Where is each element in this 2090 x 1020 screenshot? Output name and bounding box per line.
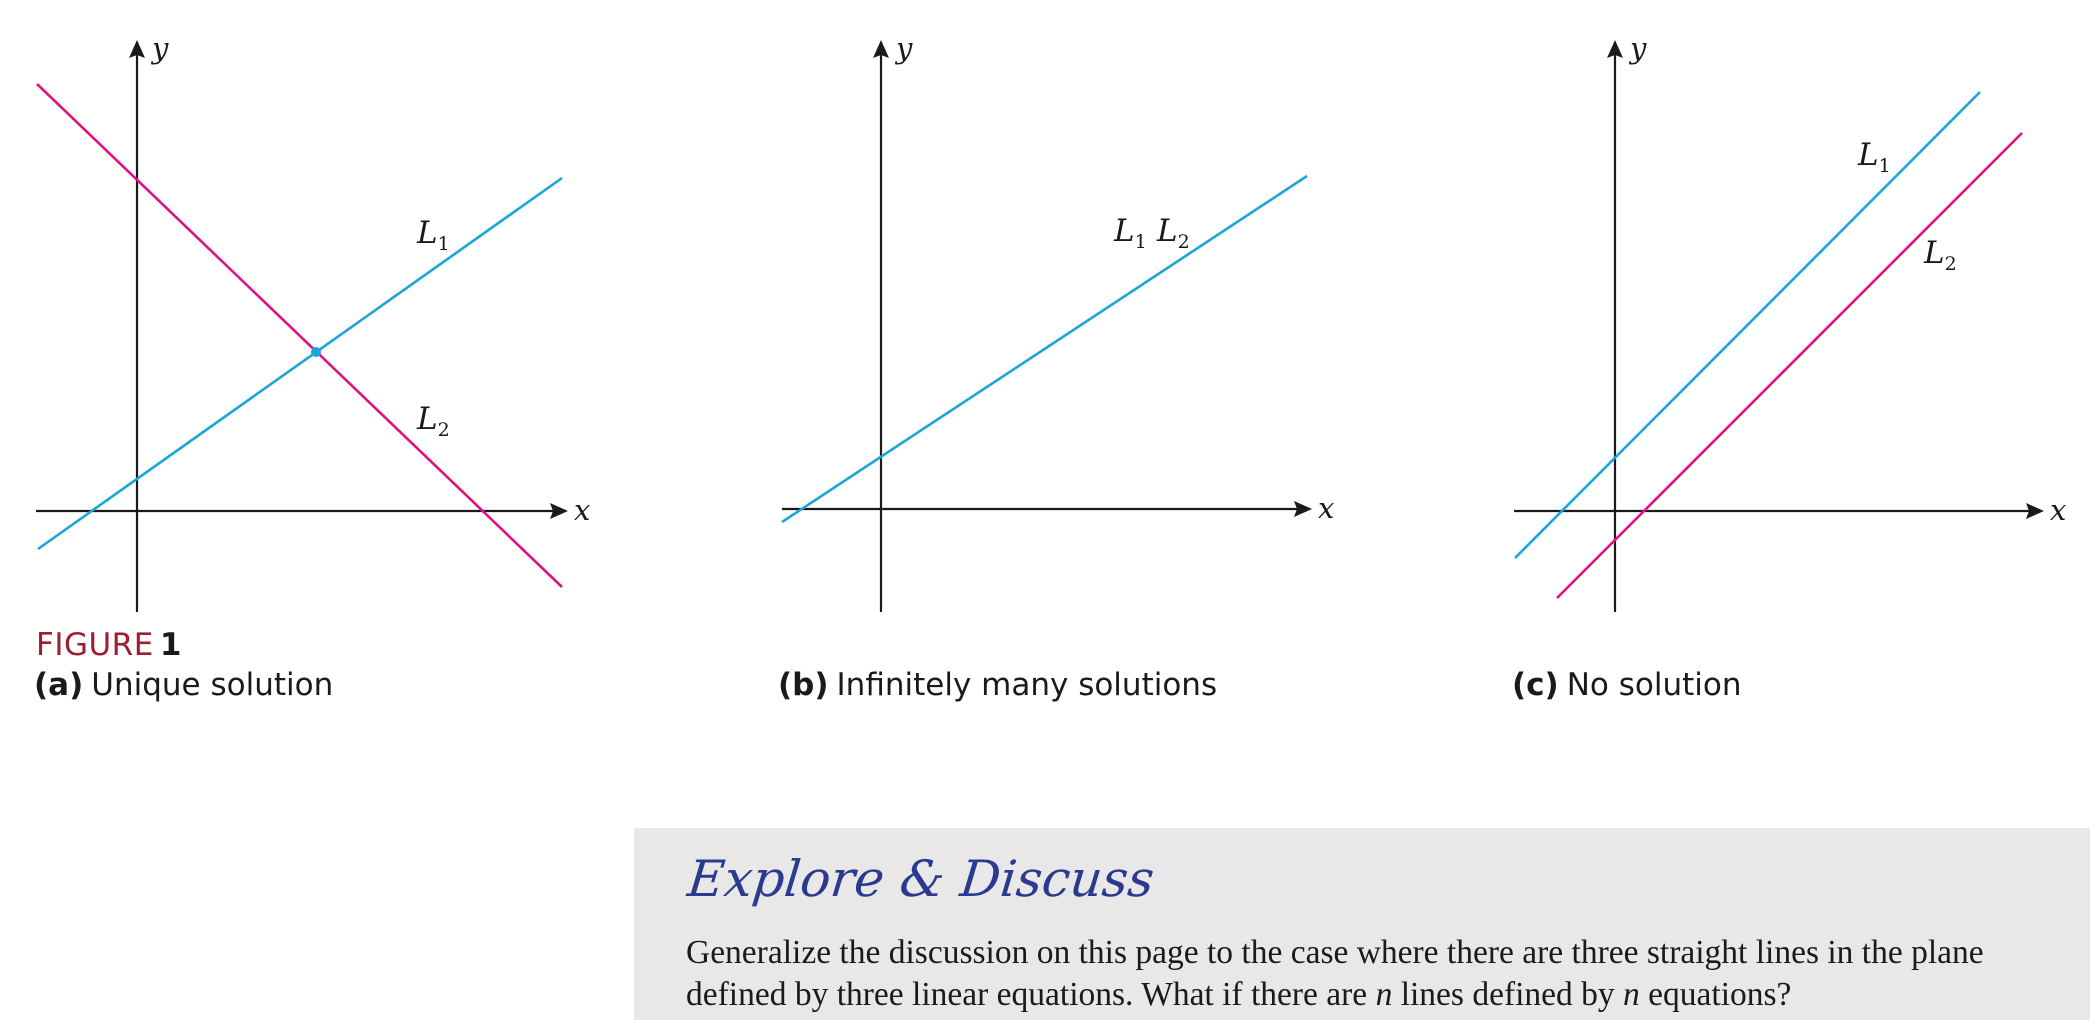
panel-a-x-axis-label: x — [574, 493, 591, 527]
figure-number — [36, 627, 182, 663]
panel-c-line-l1 — [1515, 92, 1980, 558]
panel-a-caption-text: Unique solution — [91, 667, 334, 703]
panel-a-l2-label: $L_2$ — [417, 401, 450, 441]
explore-discuss-box — [634, 828, 2090, 1020]
panel-c-caption-text: No solution — [1566, 667, 1742, 703]
panel-b-y-axis-label: y — [896, 31, 913, 65]
panel-b-line-l1-l2 — [782, 176, 1307, 522]
panel-c-l1-label: $L_1$ — [1858, 137, 1891, 177]
panel-a-caption — [34, 667, 334, 703]
panel-b-caption — [778, 667, 1218, 703]
panel-c-l2-label: $L_2$ — [1924, 235, 1957, 275]
explore-discuss-title: Explore & Discuss — [684, 850, 1157, 908]
panel-b-x-axis-label: x — [1318, 491, 1335, 525]
n-symbol-1: n — [1375, 976, 1393, 1013]
panel-a-tag: (a) — [34, 667, 84, 703]
figure-word: FIGURE — [36, 627, 154, 663]
panel-b-l1-label: $L_1$ — [1114, 213, 1147, 253]
figure-num: 1 — [159, 627, 182, 663]
panel-a-line-l1 — [38, 178, 562, 549]
panel-a-y-axis-label: y — [152, 31, 169, 65]
panel-c-graph — [1514, 40, 2044, 612]
panel-b-graph — [782, 40, 1312, 612]
panel-c-x-axis-label: x — [2050, 493, 2067, 527]
panel-c-tag: (c) — [1512, 667, 1559, 703]
panel-a-graph — [36, 40, 568, 612]
n-symbol-2: n — [1623, 976, 1640, 1013]
panel-b-l2-label: $L_2$ — [1157, 213, 1190, 253]
panel-c-y-axis-label: y — [1630, 31, 1647, 65]
panel-b-tag: (b) — [778, 667, 829, 703]
panel-b-caption-text: Infinitely many solutions — [836, 667, 1218, 703]
panel-c-line-l2 — [1557, 133, 2022, 598]
panel-c-caption — [1512, 667, 1742, 703]
explore-discuss-text: Generalize the discussion on this page to the case where there are three straight lines in the plane defined by three linear equations. What if there are n lines defined by n equations? — [686, 934, 1984, 1013]
panel-a-l1-label: $L_1$ — [417, 215, 450, 255]
panel-a-intersection-point — [311, 347, 321, 357]
